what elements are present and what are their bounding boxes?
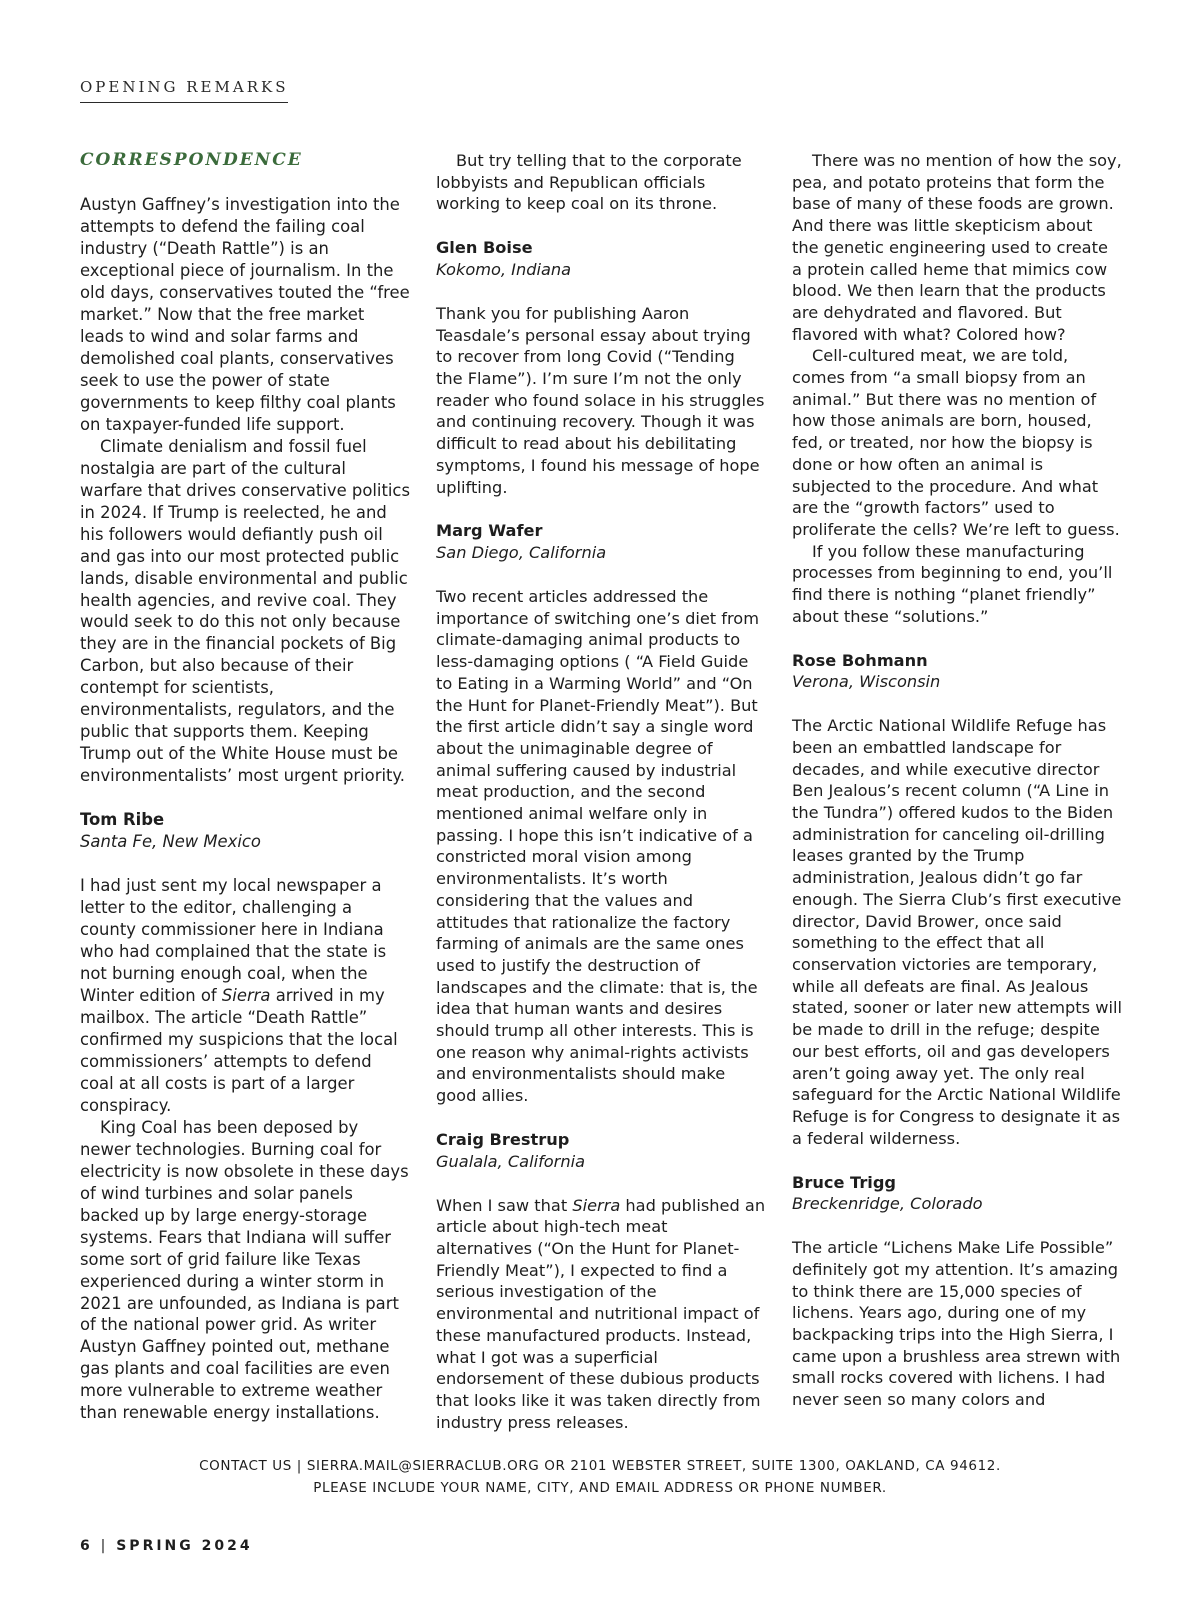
letter-paragraph: I had just sent my local newspaper a letter to the editor, challenging a county commissioner here in Indiana who had complained that the state is not burning enough coal, when the Winter edition of Sierra arrived in my mailbox. The article “Death Rattle” confirmed my suspicions that the local commissioners’ attempts to defend coal at all costs is part of a larger conspiracy.: [80, 876, 398, 1115]
letters-column-1: [80, 150, 410, 1424]
letter-paragraph: Two recent articles addressed the importance of switching one’s diet from climate-damaging animal products to less-damaging options ( “A Field Guide to Eating in a Warming World” and “On the Hunt for Planet-Friendly Meat”). But the first article didn’t say a single word about the unimaginable degree of animal suffering caused by industrial meat production, and the second mentioned animal welfare only in passing. I hope this isn’t indicative of a constricted moral vision among environmentalists. It’s worth considering that the values and attitudes that rationalize the factory farming of animals are the same ones used to justify the destruction of landscapes and the climate: that is, the idea that human wants and desires should trump all other interests. This is one reason why animal-rights activists and environmentalists should make good allies.: [436, 587, 759, 1106]
letter-paragraph: Cell-cultured meat, we are told, comes from “a small biopsy from an animal.” But there was no mention of how those animals are born, housed, fed, or treated, nor how the biopsy is done or how often an animal is subjected to the procedure. And what are the “growth factors” used to proliferate the cells? We’re left to guess.: [792, 346, 1120, 539]
letter-paragraph: When I saw that Sierra had published an article about high-tech meat alternatives (“On the Hunt for Planet-Friendly Meat”), I expected to find a serious investigation of the environmental and nutritional impact of these manufactured products. Instead, what I got was a superficial endorsement of these dubious products that looks like it was taken directly from industry press releases.: [436, 1195, 766, 1432]
letter-author-location: Santa Fe, New Mexico: [80, 832, 261, 852]
letter-author-name: Rose Bohmann: [792, 650, 928, 670]
section-label: OPENING REMARKS: [80, 78, 288, 103]
letter-author-name: Marg Wafer: [436, 521, 543, 541]
contact-line: CONTACT US | SIERRA.MAIL@SIERRACLUB.ORG OR 2101 WEBSTER STREET, SUITE 1300, OAKLAND, CA 94612.: [199, 1458, 1001, 1474]
letter-paragraph: Thank you for publishing Aaron Teasdale’s personal essay about trying to recover from long Covid (“Tending the Flame”). I’m sure I’m not the only reader who found solace in his struggles and continuing recovery. Though it was difficult to read about his debilitating symptoms, I found his message of hope uplifting.: [436, 303, 765, 497]
letter-paragraph: Climate denialism and fossil fuel nostalgia are part of the cultural warfare that drives conservative politics in 2024. If Trump is reelected, he and his followers would defiantly push oil and gas into our most protected public lands, disable environmental and public health agencies, and revive coal. They would seek to do this not only because they are in the financial pockets of Big Carbon, but also because of their contempt for scientists, environmentalists, regulators, and the public that supports them. Keeping Trump out of the White House must be environmentalists’ most urgent priority.: [80, 436, 410, 786]
letter-author-name: Craig Brestrup: [436, 1130, 570, 1150]
page-number: 6: [80, 1538, 93, 1554]
letter-author-location: Kokomo, Indiana: [436, 260, 572, 279]
letter-paragraph: King Coal has been deposed by newer technologies. Burning coal for electricity is now obsolete in these days of wind turbines and solar panels backed up by large energy-storage systems. Fears that Indiana will suffer some sort of grid failure like Texas experienced during a winter storm in 2021 are unfounded, as Indiana is part of the national power grid. As writer Austyn Gaffney pointed out, methane gas plants and coal facilities are even more vulnerable to extreme weather than renewable energy installations.: [80, 1117, 409, 1423]
letter-author-location: Verona, Wisconsin: [792, 672, 941, 692]
footer-separator: |: [100, 1538, 109, 1554]
letter-author-location: Gualala, California: [436, 1151, 585, 1171]
contact-line: PLEASE INCLUDE YOUR NAME, CITY, AND EMAIL ADDRESS OR PHONE NUMBER.: [313, 1480, 887, 1496]
issue-label: SPRING 2024: [116, 1538, 253, 1554]
letter-author-location: San Diego, California: [436, 543, 607, 563]
letter-author-name: Bruce Trigg: [792, 1172, 897, 1192]
magazine-title: Sierra: [572, 1195, 621, 1215]
page-footer: [80, 1538, 253, 1554]
letter-author-name: Tom Ribe: [80, 810, 165, 830]
magazine-title: Sierra: [221, 986, 271, 1006]
letter-author-location: Breckenridge, Colorado: [792, 1194, 983, 1214]
correspondence-heading: CORRESPONDENCE: [80, 150, 303, 170]
contact-info: [0, 1455, 1200, 1499]
letters-column-3: [792, 150, 1122, 1411]
letter-paragraph: The Arctic National Wildlife Refuge has been an embattled landscape for decades, and while executive director Ben Jealous’s recent column (“A Line in the Tundra”) offered kudos to the Biden administration for canceling oil-drilling leases granted by the Trump administration, Jealous didn’t go far enough. The Sierra Club’s first executive director, David Brower, once said something to the effect that all conservation victories are temporary, while all defeats are final. As Jealous stated, sooner or later new attempts will be made to drill in the refuge; despite our best efforts, oil and gas developers aren’t going away yet. The only real safeguard for the Arctic National Wildlife Refuge is for Congress to designate it as a federal wilderness.: [792, 716, 1122, 1148]
letter-paragraph: There was no mention of how the soy, pea, and potato proteins that form the base of many of these foods are grown. And there was little skepticism about the genetic engineering used to create a protein called heme that mimics cow blood. We then learn that the products are dehydrated and flavored. But flavored with what? Colored how?: [792, 151, 1122, 344]
letter-author-name: Glen Boise: [436, 238, 533, 258]
letter-paragraph: The article “Lichens Make Life Possible” definitely got my attention. It’s amazing to think there are 15,000 species of lichens. Years ago, during one of my backpacking trips into the High Sierra, I came upon a brushless area strewn with small rocks covered with lichens. I had never seen so many colors and: [792, 1238, 1121, 1410]
letter-paragraph: Austyn Gaffney’s investigation into the attempts to defend the failing coal industry (“Death Rattle”) is an exceptional piece of journalism. In the old days, conservatives touted the “free market.” Now that the free market leads to wind and solar farms and demolished coal plants, conservatives seek to use the power of state governments to keep filthy coal plants on taxpayer-funded life support.: [80, 195, 410, 434]
letter-paragraph: But try telling that to the corporate lobbyists and Republican officials working to keep coal on its throne.: [436, 151, 742, 214]
letter-paragraph: If you follow these manufacturing processes from beginning to end, you’ll find there is nothing “planet friendly” about these “solutions.”: [792, 541, 1113, 626]
letters-column-2: [436, 150, 766, 1433]
